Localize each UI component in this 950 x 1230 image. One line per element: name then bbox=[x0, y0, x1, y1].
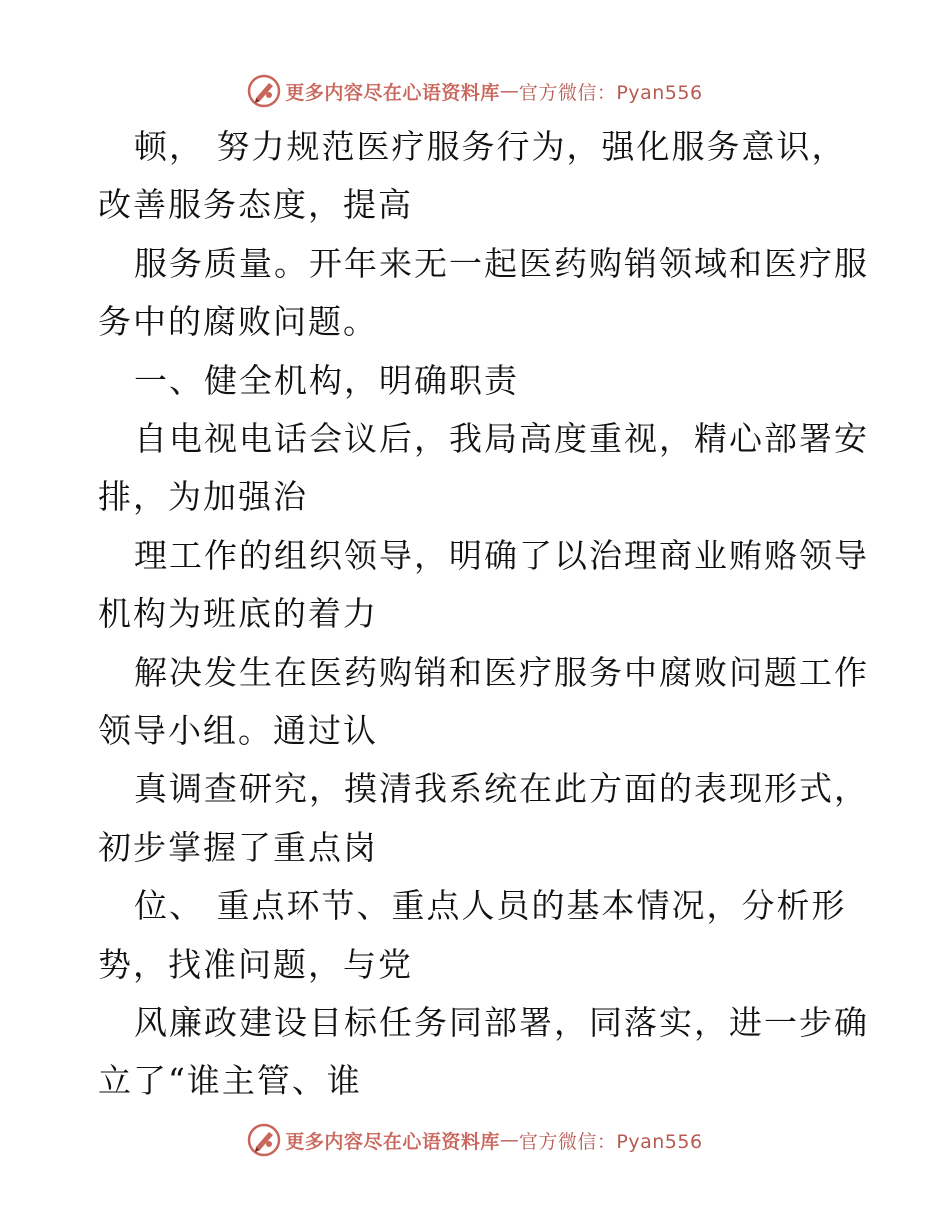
header-watermark bbox=[0, 71, 950, 111]
watermark-wechat: 官方微信：Pyan556 bbox=[518, 1130, 703, 1153]
text-line: 位、 重点环节、重点人员的基本情况，分析形 bbox=[134, 886, 847, 925]
text-line: 解决发生在医药购销和医疗服务中腐败问题工作 bbox=[134, 653, 869, 692]
pen-logo-icon bbox=[247, 74, 281, 108]
text-line: 排，为加强治 bbox=[98, 477, 308, 516]
text-line: 风廉政建设目标任务同部署，同落实，进一步确 bbox=[134, 1003, 869, 1042]
watermark-wechat: 官方微信：Pyan556 bbox=[518, 81, 703, 104]
text-line: 机构为班底的着力 bbox=[98, 594, 378, 633]
text-line: 势，找准问题，与党 bbox=[98, 945, 413, 984]
text-line: 服务质量。开年来无一起医药购销领域和医疗服 bbox=[134, 244, 869, 283]
text-line: 自电视电话会议后，我局高度重视，精心部署安 bbox=[134, 419, 869, 458]
section-heading: 一、健全机构，明确职责 bbox=[134, 361, 519, 400]
text-line: 理工作的组织领导，明确了以治理商业贿赂领导 bbox=[134, 536, 869, 575]
text-line: 真调查研究，摸清我系统在此方面的表现形式， bbox=[134, 769, 869, 808]
text-line: 顿， 努力规范医疗服务行为，强化服务意识， bbox=[134, 127, 847, 166]
watermark-title: 更多内容尽在心语资料库 bbox=[285, 1130, 500, 1153]
footer-watermark bbox=[0, 1120, 950, 1160]
watermark-title: 更多内容尽在心语资料库 bbox=[285, 81, 500, 104]
text-line: 初步掌握了重点岗 bbox=[98, 828, 378, 867]
text-line: 务中的腐败问题。 bbox=[98, 302, 378, 341]
text-line: 改善服务态度，提高 bbox=[98, 185, 413, 224]
watermark-separator: — bbox=[499, 1129, 519, 1151]
watermark-separator: — bbox=[499, 80, 519, 102]
text-line: 立了“谁主管、谁 bbox=[98, 1061, 362, 1100]
text-line: 领导小组。通过认 bbox=[98, 711, 378, 750]
pen-logo-icon bbox=[247, 1123, 281, 1157]
